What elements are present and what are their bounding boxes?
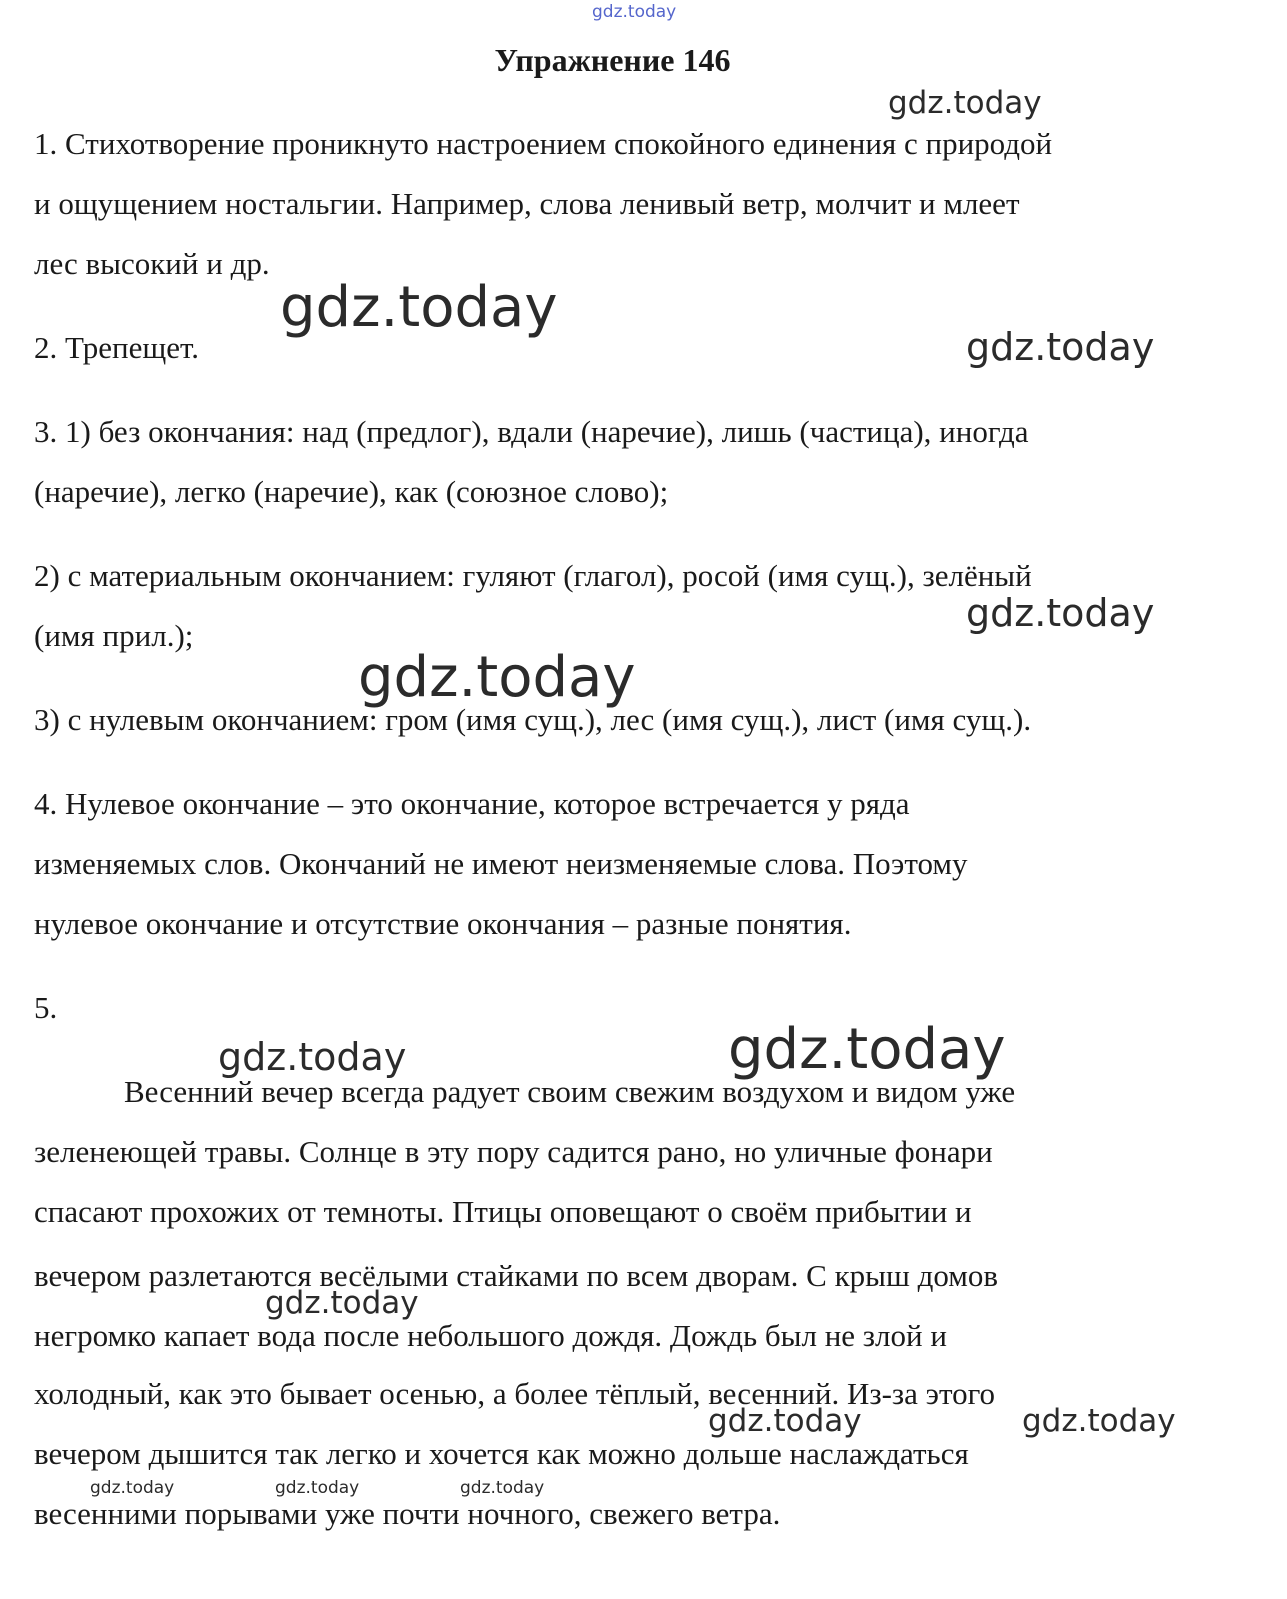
watermark: gdz.today <box>280 275 558 340</box>
watermark: gdz.today <box>966 591 1155 635</box>
text-line: 2) с материальным окончанием: гуляют (глагол), росой (имя сущ.), зелёный <box>34 558 1032 593</box>
text-line: лес высокий и др. <box>34 246 270 281</box>
text-line: 3) с нулевым окончанием: гром (имя сущ.), лес (имя сущ.), лист (имя сущ.). <box>34 702 1032 737</box>
text-line: 3. 1) без окончания: над (предлог), вдали (наречие), лишь (частица), иногда <box>34 414 1029 449</box>
text-line: зеленеющей травы. Солнце в эту пору садится рано, но уличные фонари <box>34 1134 993 1169</box>
text-line: 5. <box>34 990 58 1025</box>
watermark: gdz.today <box>265 1285 419 1321</box>
watermark: gdz.today <box>708 1403 862 1439</box>
text-line: нулевое окончание и отсутствие окончания – разные понятия. <box>34 906 852 941</box>
watermark: gdz.today <box>888 85 1042 121</box>
text-line: холодный, как это бывает осенью, а более тёплый, весенний. Из-за этого <box>34 1376 996 1411</box>
watermark: gdz.today <box>966 325 1155 369</box>
text-line: изменяемых слов. Окончаний не имеют неизменяемые слова. Поэтому <box>34 846 968 881</box>
text-line: негромко капает вода после небольшого дождя. Дождь был не злой и <box>34 1318 947 1353</box>
text-line: Весенний вечер всегда радует своим свежим воздухом и видом уже <box>124 1074 1016 1109</box>
watermark: gdz.today <box>90 1478 175 1498</box>
text-line: вечером разлетаются весёлыми стайками по всем дворам. С крыш домов <box>34 1258 999 1293</box>
watermark: gdz.today <box>358 645 636 710</box>
text-line: (наречие), легко (наречие), как (союзное слово); <box>34 474 669 509</box>
watermark: gdz.today <box>728 1017 1006 1082</box>
watermark: gdz.today <box>460 1478 545 1498</box>
watermark: gdz.today <box>218 1035 407 1079</box>
text-line: и ощущением ностальгии. Например, слова ленивый ветр, молчит и млеет <box>34 186 1020 221</box>
text-line: 4. Нулевое окончание – это окончание, которое встречается у ряда <box>34 786 910 821</box>
text-line: (имя прил.); <box>34 618 194 653</box>
text-line: спасают прохожих от темноты. Птицы оповещают о своём прибытии и <box>34 1194 972 1229</box>
text-line: 1. Стихотворение проникнуто настроением спокойного единения с природой <box>34 126 1053 161</box>
text-line: весенними порывами уже почти ночного, свежего ветра. <box>34 1496 781 1531</box>
page-title: Упражнение 146 <box>494 42 731 78</box>
watermark: gdz.today <box>592 2 677 22</box>
text-line: вечером дышится так легко и хочется как можно дольше наслаждаться <box>34 1436 969 1471</box>
watermark: gdz.today <box>1022 1403 1176 1439</box>
watermark: gdz.today <box>275 1478 360 1498</box>
text-line: 2. Трепещет. <box>34 330 199 365</box>
